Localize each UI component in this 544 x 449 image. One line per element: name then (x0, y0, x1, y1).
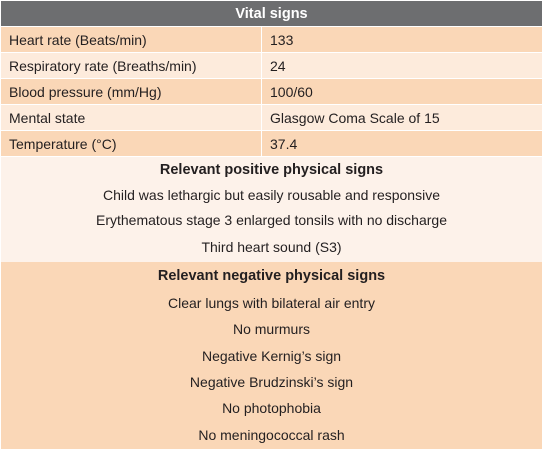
negative-sign-item: Negative Kernig’s sign (1, 343, 543, 369)
vital-label: Respiratory rate (Breaths/min) (1, 53, 262, 79)
positive-sign-item: Third heart sound (S3) (1, 232, 543, 262)
table-row (1, 131, 543, 157)
negative-sign-item: Negative Brudzinski’s sign (1, 369, 543, 395)
list-item (1, 290, 543, 315)
vital-value: 133 (262, 27, 543, 53)
list-item (1, 421, 543, 449)
vital-label: Mental state (1, 105, 262, 131)
vital-value: 37.4 (262, 131, 543, 157)
positive-signs-title: Relevant positive physical signs (1, 157, 543, 183)
vital-value: 100/60 (262, 79, 543, 105)
negative-sign-item: No murmurs (1, 315, 543, 343)
vital-value: Glasgow Coma Scale of 15 (262, 105, 543, 131)
list-item (1, 343, 543, 369)
table-row (1, 105, 543, 131)
positive-sign-item: Child was lethargic but easily rousable and responsive (1, 182, 543, 207)
vital-label: Blood pressure (mm/Hg) (1, 79, 262, 105)
vital-label: Temperature (°C) (1, 131, 262, 157)
list-item (1, 369, 543, 395)
vital-value: 24 (262, 53, 543, 79)
table-header-row (1, 1, 543, 27)
positive-signs-header-row (1, 157, 543, 183)
list-item (1, 315, 543, 343)
table-row (1, 53, 543, 79)
vital-label: Heart rate (Beats/min) (1, 27, 262, 53)
list-item (1, 207, 543, 232)
negative-sign-item: No photophobia (1, 395, 543, 421)
negative-signs-header-row (1, 262, 543, 290)
list-item (1, 395, 543, 421)
table-row (1, 79, 543, 105)
table-title: Vital signs (1, 1, 543, 27)
negative-sign-item: Clear lungs with bilateral air entry (1, 290, 543, 315)
negative-signs-title: Relevant negative physical signs (1, 262, 543, 290)
list-item (1, 232, 543, 262)
negative-sign-item: No meningococcal rash (1, 421, 543, 449)
table-row (1, 27, 543, 53)
positive-sign-item: Erythematous stage 3 enlarged tonsils with no discharge (1, 207, 543, 232)
list-item (1, 182, 543, 207)
